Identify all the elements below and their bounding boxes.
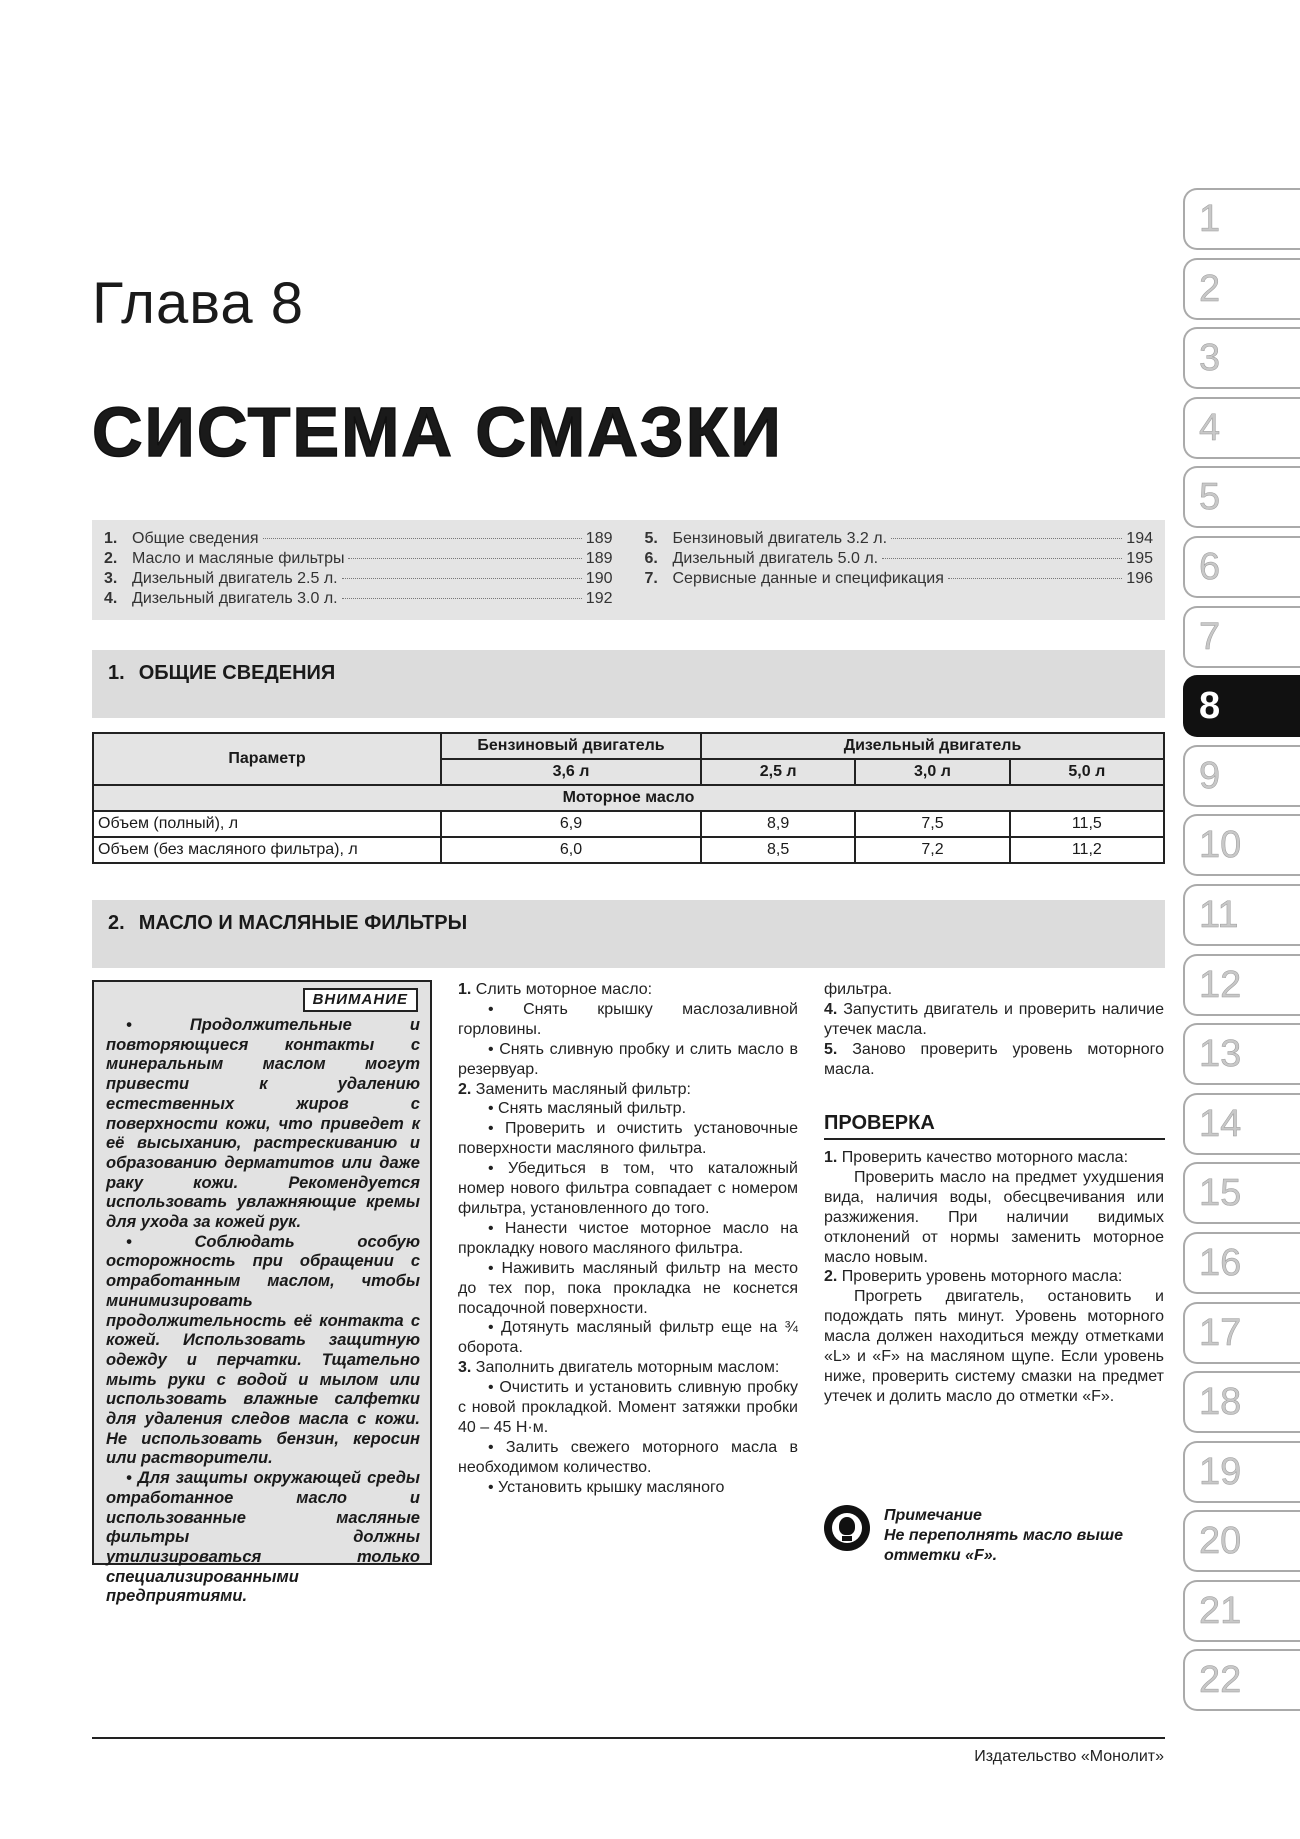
table-cell: 8,9 xyxy=(701,811,855,837)
table-cell: 6,0 xyxy=(441,837,701,863)
oil-capacity-table xyxy=(92,732,1165,864)
procedure-step xyxy=(458,980,798,1000)
table-cell: 7,2 xyxy=(855,837,1009,863)
step-text: Заменить масляный фильтр: xyxy=(475,1080,691,1098)
step-number: 2. xyxy=(458,1080,472,1098)
toc-item[interactable] xyxy=(104,590,613,610)
chapter-tab-13[interactable]: 13 xyxy=(1183,1023,1300,1085)
step-text: Проверить качество моторного масла: xyxy=(841,1149,1129,1166)
diesel-engine-header: Дизельный двигатель xyxy=(701,733,1164,759)
chapter-tab-8[interactable]: 8 xyxy=(1183,675,1300,737)
check-body: Проверить масло на предмет ухудшения вида, наличия воды, обесцвечивания или разжижения. При наличии видимых отклонений от нормы заменить моторное масло новым. xyxy=(824,1168,1164,1266)
procedure-step xyxy=(824,1040,1164,1080)
warning-title: ВНИМАНИЕ xyxy=(303,988,418,1012)
toc-item-page: 195 xyxy=(1126,550,1153,567)
chapter-tab-2[interactable]: 2 xyxy=(1183,258,1300,320)
chapter-title: СИСТЕМА СМАЗКИ xyxy=(92,393,783,471)
toc-leader xyxy=(342,578,582,579)
check-step xyxy=(824,1267,1164,1287)
petrol-engine-header: Бензиновый двигатель xyxy=(441,733,701,759)
procedure-bullet-continued: фильтра. xyxy=(824,981,893,998)
toc-item-page: 190 xyxy=(585,570,613,587)
volume-header: 2,5 л xyxy=(701,759,855,785)
note xyxy=(884,1506,1166,1566)
toc-item-number: 3. xyxy=(104,570,118,587)
procedure-step xyxy=(824,1000,1164,1040)
toc-leader xyxy=(891,538,1122,539)
table-cell: 6,9 xyxy=(441,811,701,837)
chapter-tab-20[interactable]: 20 xyxy=(1183,1510,1300,1572)
volume-header: 5,0 л xyxy=(1010,759,1164,785)
table-subheading: Моторное масло xyxy=(93,785,1164,811)
step-number: 1. xyxy=(824,1149,838,1166)
table-cell: 7,5 xyxy=(855,811,1009,837)
toc-column-left xyxy=(104,530,613,610)
procedure-bullet: • Убедиться в том, что каталожный номер нового фильтра совпадает с номером фильтра, установленного до того. xyxy=(458,1160,798,1217)
toc-item-text: Дизельный двигатель 5.0 л. xyxy=(672,550,879,567)
step-text: Проверить уровень моторного масла: xyxy=(841,1268,1123,1286)
procedure-bullet: • Нанести чистое моторное масло на прокладку нового масляного фильтра. xyxy=(458,1219,798,1257)
procedure-column-continued xyxy=(824,980,1164,1080)
warning-box xyxy=(92,980,432,1606)
toc-item-number: 7. xyxy=(644,570,658,587)
chapter-tab-1[interactable]: 1 xyxy=(1183,188,1300,250)
procedure-column xyxy=(458,980,798,1498)
volume-header: 3,6 л xyxy=(441,759,701,785)
table-row xyxy=(93,837,1164,863)
toc-item-text: Дизельный двигатель 3.0 л. xyxy=(132,590,338,607)
toc-item-page: 196 xyxy=(1126,570,1153,587)
step-number: 2. xyxy=(824,1268,838,1286)
toc-item[interactable] xyxy=(645,550,1154,570)
table-row xyxy=(93,811,1164,837)
toc-item-page: 194 xyxy=(1126,530,1153,547)
procedure-bullet: • Дотянуть масляный фильтр еще на ¾ оборота. xyxy=(458,1319,798,1357)
table-subheading-row xyxy=(93,785,1164,811)
step-text: Заново проверить уровень моторного масла. xyxy=(824,1040,1164,1078)
check-heading: ПРОВЕРКА xyxy=(824,1112,1165,1140)
warning-paragraph: • Продолжительные и повторяющиеся контакты с минеральным маслом могут привести к удалению естественных жиров с поверхности кожи, что приведет к её высыханию, растрескиванию и образованию дерматитов или даже раку кожи. Рекомендуется использовать увлажняющие кремы для ухода за кожей рук. xyxy=(106,1016,420,1232)
procedure-bullet: • Наживить масляный фильтр на место до тех пор, пока прокладка не коснется посадочной поверхности. xyxy=(458,1259,798,1317)
toc-item[interactable] xyxy=(104,570,613,590)
table-cell-param: Объем (полный), л xyxy=(93,811,441,837)
procedure-bullet: • Очистить и установить сливную пробку с новой прокладкой. Момент затяжки пробки 40 – 45 Н·м. xyxy=(458,1379,798,1436)
toc-leader xyxy=(882,558,1122,559)
toc-column-right xyxy=(645,530,1154,610)
check-column xyxy=(824,1148,1164,1407)
chapter-tab-14[interactable]: 14 xyxy=(1183,1093,1300,1155)
chapter-tab-12[interactable]: 12 xyxy=(1183,954,1300,1016)
toc-leader xyxy=(948,578,1122,579)
chapter-tab-4[interactable]: 4 xyxy=(1183,397,1300,459)
chapter-tab-10[interactable]: 10 xyxy=(1183,814,1300,876)
toc-item-text: Бензиновый двигатель 3.2 л. xyxy=(672,530,888,547)
section-title: ОБЩИЕ СВЕДЕНИЯ xyxy=(138,662,336,684)
procedure-bullet: • Снять сливную пробку и слить масло в резервуар. xyxy=(458,1040,798,1078)
table-cell: 11,5 xyxy=(1010,811,1164,837)
table-cell-param: Объем (без масляного фильтра), л xyxy=(93,837,441,863)
step-text: Заполнить двигатель моторным маслом: xyxy=(475,1359,780,1377)
procedure-bullet: • Проверить и очистить установочные поверхности масляного фильтра. xyxy=(458,1120,798,1158)
check-step xyxy=(824,1148,1164,1168)
step-number: 1. xyxy=(458,981,472,998)
toc-item-page: 192 xyxy=(585,590,613,607)
param-header: Параметр xyxy=(93,733,441,785)
chapter-tab-5[interactable]: 5 xyxy=(1183,466,1300,528)
footer-divider xyxy=(92,1737,1165,1739)
table-cell: 8,5 xyxy=(701,837,855,863)
chapter-tab-18[interactable]: 18 xyxy=(1183,1371,1300,1433)
toc-item-number: 4. xyxy=(104,590,118,607)
chapter-tab-7[interactable]: 7 xyxy=(1183,606,1300,668)
toc-item-page: 189 xyxy=(585,550,613,567)
procedure-bullet: • Снять крышку маслозаливной горловины. xyxy=(458,1000,798,1038)
step-text: Слить моторное масло: xyxy=(475,981,653,998)
procedure-step xyxy=(458,1358,798,1378)
toc-item-page: 189 xyxy=(585,530,613,547)
check-body: Прогреть двигатель, остановить и подождать пять минут. Уровень моторного масла должен находиться между отметками «L» и «F» на масляном щупе. Если уровень ниже, проверить систему смазки на предмет утечек и долить масло до отметки «F». xyxy=(824,1288,1164,1405)
toc-leader xyxy=(342,598,582,599)
toc-item-text: Масло и масляные фильтры xyxy=(132,550,345,567)
step-text: Запустить двигатель и проверить наличие утечек масла. xyxy=(824,1000,1165,1038)
toc-item-number: 2. xyxy=(104,550,118,567)
toc-item-number: 5. xyxy=(644,530,658,547)
toc-item-text: Общие сведения xyxy=(132,530,259,547)
procedure-step xyxy=(458,1080,798,1100)
footer-publisher: Издательство «Монолит» xyxy=(974,1748,1164,1765)
volume-header: 3,0 л xyxy=(855,759,1009,785)
chapter-tab-22[interactable]: 22 xyxy=(1183,1649,1300,1711)
chapter-tabs xyxy=(1183,188,1300,1719)
chapter-tab-17[interactable]: 17 xyxy=(1183,1302,1300,1364)
warning-paragraph: • Соблюдать особую осторожность при обращении с отработанным маслом, чтобы минимизировать продолжительность её контакта с кожей. Использовать защитную одежду и перчатки. Тщательно мыть руки с водой и мылом или использовать влажные салфетки для удаления следов масла с кожи. Не использовать бензин, керосин или растворители. xyxy=(106,1232,420,1468)
step-number: 3. xyxy=(458,1359,472,1377)
toc-item-text: Сервисные данные и спецификация xyxy=(672,570,944,587)
chapter-label: Глава 8 xyxy=(92,271,305,336)
chapter-tab-9[interactable]: 9 xyxy=(1183,745,1300,807)
section-title: МАСЛО И МАСЛЯНЫЕ ФИЛЬТРЫ xyxy=(138,912,468,934)
chapter-tab-16[interactable]: 16 xyxy=(1183,1232,1300,1294)
section-heading-general xyxy=(92,650,1165,718)
procedure-bullet: • Установить крышку масляного xyxy=(488,1478,725,1496)
chapter-tab-19[interactable]: 19 xyxy=(1183,1441,1300,1503)
step-number: 5. xyxy=(824,1040,838,1058)
chapter-tab-6[interactable]: 6 xyxy=(1183,536,1300,598)
toc-item[interactable] xyxy=(104,550,613,570)
warning-paragraph: • Для защиты окружающей среды отработанное масло и использованные масляные фильтры должны утилизироваться только специализированными предприятиями. xyxy=(106,1469,420,1606)
toc-item-number: 1. xyxy=(104,530,118,547)
toc-leader xyxy=(263,538,582,539)
chapter-tab-15[interactable]: 15 xyxy=(1183,1162,1300,1224)
section-number: 1. xyxy=(108,662,125,684)
procedure-bullet: • Снять масляный фильтр. xyxy=(488,1100,687,1118)
toc-item-number: 6. xyxy=(644,550,658,567)
section-number: 2. xyxy=(108,912,125,934)
table-of-contents xyxy=(92,520,1165,620)
toc-item[interactable] xyxy=(645,570,1154,590)
toc-item[interactable] xyxy=(104,530,613,550)
chapter-tab-3[interactable]: 3 xyxy=(1183,327,1300,389)
section-heading-oil-filters xyxy=(92,900,1165,968)
note-body: Не переполнять масло выше отметки «F». xyxy=(884,1527,1124,1564)
step-number: 4. xyxy=(824,1000,838,1018)
table-header-row xyxy=(93,733,1164,759)
note-label: Примечание xyxy=(884,1507,982,1524)
table-cell: 11,2 xyxy=(1010,837,1164,863)
chapter-tab-11[interactable]: 11 xyxy=(1183,884,1300,946)
toc-leader xyxy=(348,558,581,559)
toc-item[interactable] xyxy=(645,530,1154,550)
toc-item-text: Дизельный двигатель 2.5 л. xyxy=(132,570,338,587)
lightbulb-icon xyxy=(824,1505,870,1551)
chapter-tab-21[interactable]: 21 xyxy=(1183,1580,1300,1642)
procedure-bullet: • Залить свежего моторного масла в необходимом количество. xyxy=(458,1438,798,1476)
